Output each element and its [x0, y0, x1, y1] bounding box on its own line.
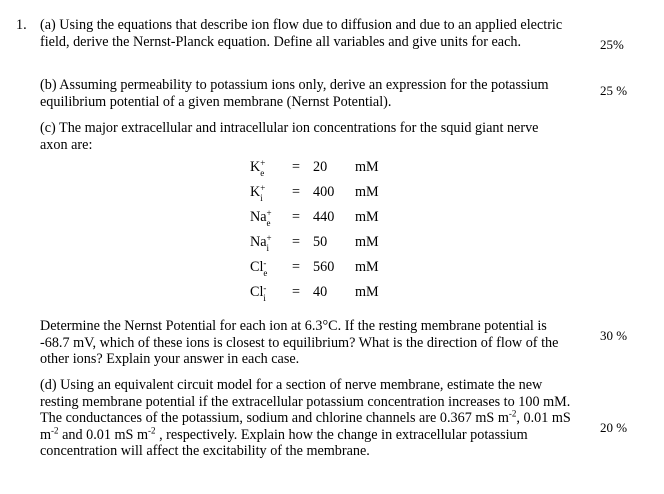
- equals-sign: =: [292, 234, 301, 250]
- concentration-value: 440: [313, 209, 335, 225]
- part-d-text: (d) Using an equivalent circuit model for a section of nerve membrane, estimate the new resting membrane potential if the extracellular potassium concentration increases to 100 mM. The conductances of the potassium, sodium and chlorine channels are 0.367 mS $m^{-2}$, 0.01 mS $m^{-2}$ and 0.01 mS $m^{-2}$ , respectively. Explain how the change in extracellular potassium concentration will affect the excitability of the membrane.: [40, 377, 571, 460]
- ion-symbol: K + i: [250, 183, 266, 203]
- concentration-value: 40: [313, 284, 328, 300]
- equals-sign: =: [292, 184, 301, 200]
- question-number: 1.: [16, 17, 27, 33]
- concentration-unit: mM: [355, 184, 379, 200]
- ion-symbol: Na + e: [250, 208, 272, 228]
- concentration-unit: mM: [355, 234, 379, 250]
- concentration-row: [250, 234, 410, 252]
- equals-sign: =: [292, 284, 301, 300]
- ion-symbol: Cl - i: [250, 283, 267, 303]
- concentration-value: 560: [313, 259, 335, 275]
- part-d-weight: 20 %: [600, 420, 628, 435]
- concentration-unit: mM: [355, 209, 379, 225]
- concentration-row: [250, 184, 410, 202]
- concentration-unit: mM: [355, 284, 379, 300]
- concentration-value: 50: [313, 234, 328, 250]
- part-b-weight: 25 %: [600, 83, 628, 98]
- part-b-text: (b) Assuming permeability to potassium ions only, derive an expression for the potassium equilibrium potential of a given membrane (Nernst Potential).: [40, 77, 549, 110]
- concentration-row: [250, 209, 410, 227]
- part-a-text: (a) Using the equations that describe ion flow due to diffusion and due to an applied electric field, derive the Nernst-Planck equation. Define all variables and give units for each.: [40, 17, 563, 50]
- equals-sign: =: [292, 159, 301, 175]
- part-c-question: Determine the Nernst Potential for each ion at 6.3°C. If the resting membrane potential is -68.7 mV, which of these ions is closest to equilibrium? What is the direction of flow of the other ions? Explain your answer in each case.: [40, 318, 559, 368]
- equals-sign: =: [292, 259, 301, 275]
- concentration-row: [250, 284, 410, 302]
- part-a-weight: 25%: [600, 37, 624, 52]
- concentration-value: 20: [313, 159, 328, 175]
- concentration-row: [250, 159, 410, 177]
- part-c-weight: 30 %: [600, 328, 628, 343]
- equals-sign: =: [292, 209, 301, 225]
- ion-symbol: Na + i: [250, 233, 272, 253]
- concentration-value: 400: [313, 184, 335, 200]
- concentration-unit: mM: [355, 159, 379, 175]
- ion-symbol: K + e: [250, 158, 266, 178]
- ion-symbol: Cl - e: [250, 258, 268, 278]
- concentration-unit: mM: [355, 259, 379, 275]
- part-c-intro: (c) The major extracellular and intracellular ion concentrations for the squid giant nerve axon are:: [40, 120, 539, 153]
- concentration-row: [250, 259, 410, 277]
